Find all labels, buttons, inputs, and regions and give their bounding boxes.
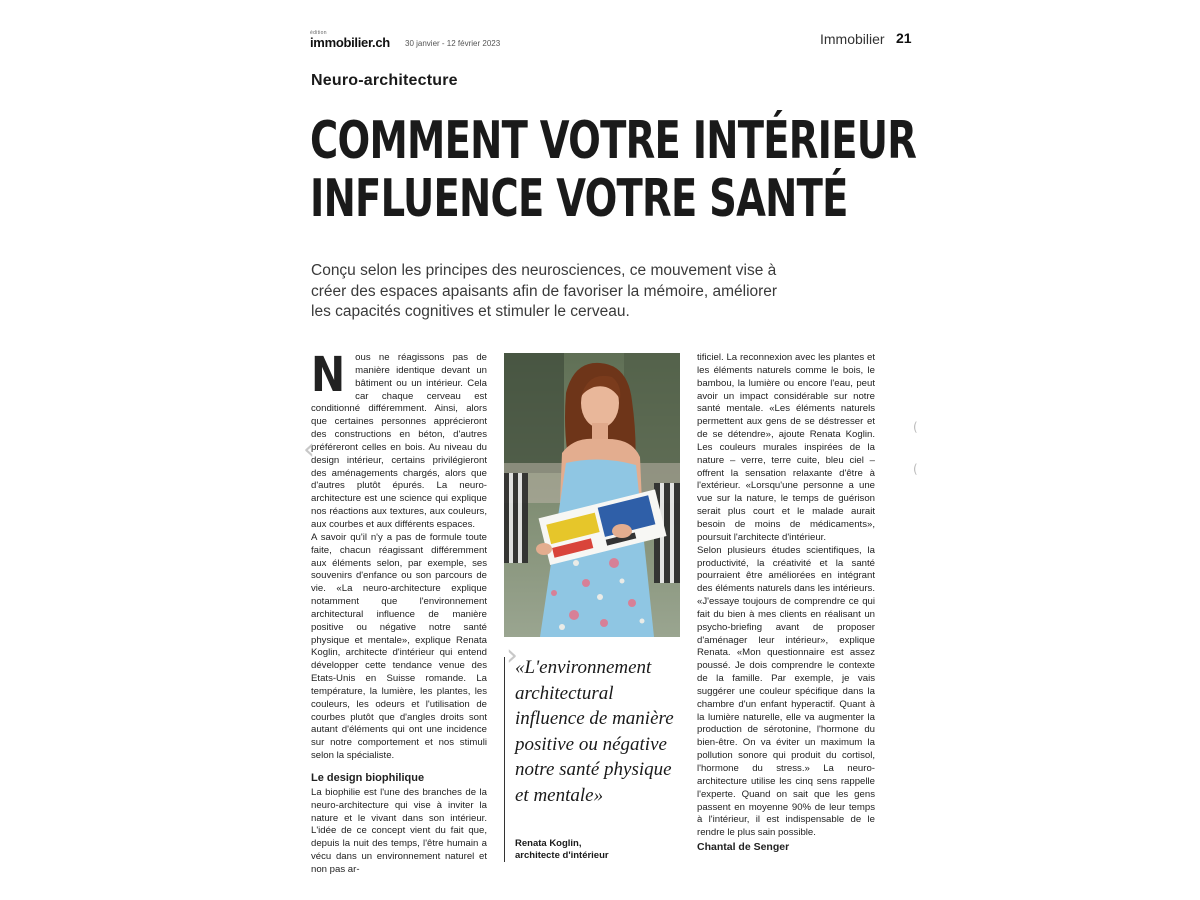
page-number: 21 bbox=[896, 30, 912, 46]
paragraph: La biophilie est l'une des branches de la neuro-architecture qui vise à inviter la nature et le vivant dans son intérieur. L'idée de ce concept vient du fait que, depuis la nuit des temps, l'être humain a vécu dans un environnement naturel et non pas ar- bbox=[311, 786, 487, 875]
article-column-1 bbox=[311, 347, 487, 877]
paragraph: tificiel. La reconnexion avec les plantes et les éléments naturels comme le bois, le bambou, la lumière ou encore l'eau, peut avoir un impact considérable sur notre santé mentale. «Les éléments naturels permettent aux gens de se déstresser et de se détendre», ajoute Renata Koglin. Les couleurs murales inspirées de la nature – verre, terre cuite, bleu ciel – offrent la sensation relaxante d'être à l'extérieur. «Lorsqu'une personne a une vue sur la nature, le temps de guérison serait plus court et le malade aurait besoin de moins de médicaments», poursuit l'architecte d'intérieur. bbox=[697, 352, 875, 543]
logo-wordmark: immobilier.ch bbox=[310, 35, 390, 50]
paragraph-text: ous ne réagissons pas de manière identique devant un bâtiment ou un intérieur. Cela car chaque cerveau est conditionné différemment. Ainsi, alors que certaines personnes apprécieront des constructions en béton, d'autres préféreront celles en bois. Au niveau du design intérieur, certains privilégieront des aménagements chargés, alors que d'autres plutôt épurés. La neuro-architecture est une science qui explique nos réactions aux textures, aux couleurs, aux courbes et aux différents espaces. bbox=[311, 352, 487, 530]
page-edge-marker-icon: ( bbox=[913, 420, 918, 434]
article-kicker: Neuro-architecture bbox=[311, 72, 458, 89]
quote-author-name: Renata Koglin, bbox=[515, 838, 582, 849]
section-subhead: Le design biophilique bbox=[311, 772, 425, 784]
quote-author-role: architecte d'intérieur bbox=[515, 850, 609, 861]
quote-attribution bbox=[515, 838, 685, 862]
quote-rule bbox=[504, 657, 505, 862]
article-lede: Conçu selon les principes des neurosciences, ce mouvement vise à créer des espaces apaisants afin de favoriser la mémoire, améliorer les capacités cognitives et stimuler le cerveau. bbox=[311, 262, 778, 320]
issue-date: 30 janvier - 12 février 2023 bbox=[405, 39, 501, 48]
title-line-2: INFLUENCE VOTRE SANTÉ bbox=[310, 169, 848, 229]
portrait-photo bbox=[504, 353, 680, 637]
paragraph bbox=[311, 347, 487, 532]
article-title bbox=[310, 111, 917, 229]
article-column-3 bbox=[697, 352, 875, 854]
logo-edition-label: édition bbox=[310, 30, 327, 36]
paragraph: A savoir qu'il n'y a pas de formule toute faite, chacun réagissant différemment aux éléments selon, par exemple, ses souvenirs d'enfance ou son parcours de vie. «La neuro-architecture explique notamment que l'environnement architectural influence de manière positive ou négative notre santé physique et mentale», explique Renata Koglin, architecte d'intérieur qui entend développer cette tendance venue des Etats-Unis en Suisse romande. La température, la lumière, les plantes, les couleurs, les odeurs et l'utilisation de courbes plutôt que d'angles droits sont autant d'éléments qui ont une incidence sur notre comportement et nos stimuli selon la spécialiste. bbox=[311, 531, 487, 762]
title-line-1: COMMENT VOTRE INTÉRIEUR bbox=[310, 111, 917, 171]
paragraph: Selon plusieurs études scientifiques, la productivité, la créativité et la santé pourraient être améliorées en intégrant des éléments naturels dans les intérieurs. «J'essaye toujours de comprendre ce qui fait du bien à mes clients en réalisant un psycho-briefing avant de proposer d'aménager leur intérieur», explique Renata. «Mon questionnaire est assez poussé. Je dois comprendre le contexte de la famille. Par exemple, je vais suggérer une couleur spécifique dans la chambre d'un enfant hyperactif. Quant à la lumière naturelle, elle va augmenter la production de sérotonine, l'hormone du bien-être. On va éviter un maximum la pollution sonore qui produit du cortisol, l'hormone du stress.» La neuro-architecture utilise les cinq sens rappelle l'experte. Quand on sait que les gens passent en moyenne 90% de leur temps à l'intérieur, il est indispensable de le rendre le plus sain possible. bbox=[697, 544, 875, 839]
chevron-right-icon[interactable]: › bbox=[506, 638, 518, 673]
page-edge-marker-icon: ( bbox=[913, 462, 918, 476]
drop-cap: N bbox=[311, 347, 346, 403]
portrait-illustration bbox=[504, 353, 680, 637]
pull-quote: «L'environnement architectural influence de manière positive ou négative notre santé physique et mentale» bbox=[515, 657, 674, 806]
section-name: Immobilier bbox=[820, 31, 885, 47]
publication-logo bbox=[310, 30, 390, 50]
article-author: Chantal de Senger bbox=[697, 841, 790, 854]
chevron-left-icon[interactable]: ‹ bbox=[303, 432, 315, 467]
